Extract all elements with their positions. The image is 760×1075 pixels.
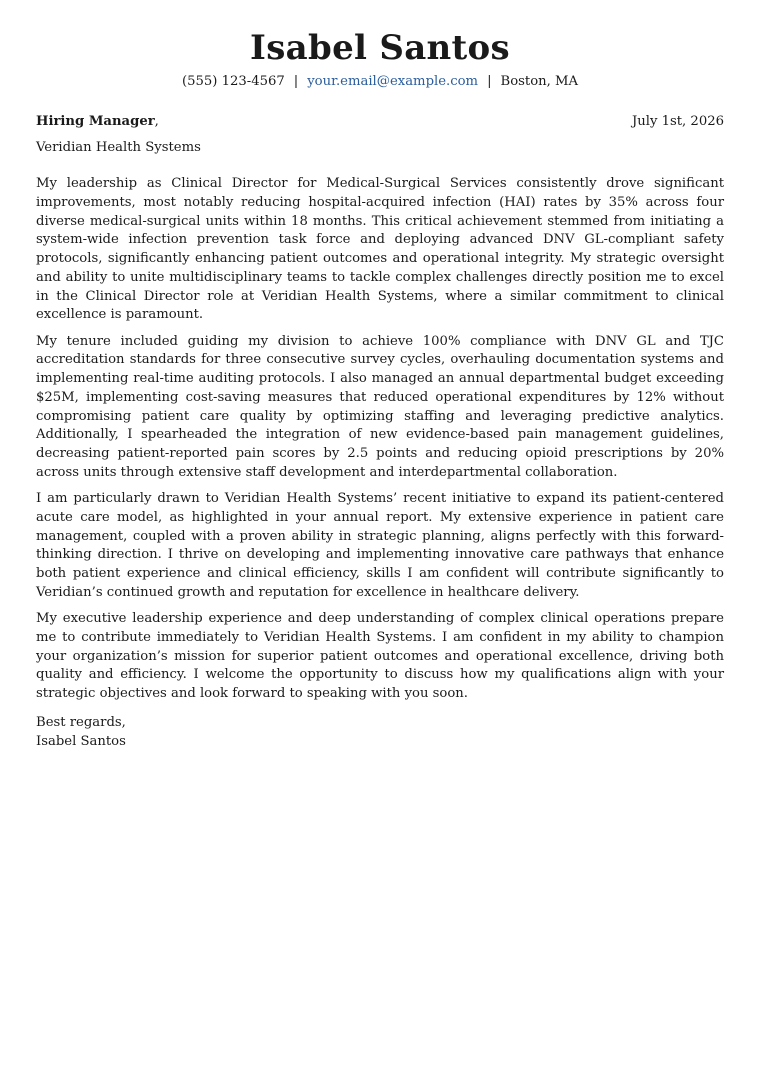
contact-separator: | xyxy=(487,74,492,89)
recipient-title xyxy=(36,112,159,132)
body-paragraph: My tenure included guiding my division to achieve 100% compliance with DNV GL and TJC accreditation standards for three consecutive survey cycles, overhauling documentation systems and implementing real-time auditing protocols. I also managed an annual departmental budget exceeding $25M, implementing cost-saving measures that reduced operational expenditures by 12% without compromising patient care quality by optimizing staffing and leveraging predictive analytics. Additionally, I spearheaded the integration of new evidence-based pain management guidelines, decreasing patient-reported pain scores by 2.5 points and reducing opioid prescriptions by 20% across units through extensive staff development and interdepartmental collaboration. xyxy=(36,333,724,480)
letter-date: July 1st, 2026 xyxy=(631,114,724,129)
location: Boston, MA xyxy=(500,74,579,89)
contact-separator: | xyxy=(293,74,299,89)
cover-letter xyxy=(36,26,724,751)
closing-salutation: Best regards, xyxy=(36,714,126,730)
applicant-name: Isabel Santos xyxy=(250,28,510,68)
closing-signature: Isabel Santos xyxy=(36,733,126,749)
body-paragraph: I am particularly drawn to Veridian Health Systems’ recent initiative to expand its patient-centered acute care model, as highlighted in your annual report. My extensive experience in patient care management, coupled with a proven ability in strategic planning, aligns perfectly with this forward-thinking direction. I thrive on developing and implementing innovative care pathways that enhance both patient experience and clinical efficiency, skills I am confident will contribute significantly to Veridian’s continued growth and reputation for excellence in healthcare delivery. xyxy=(36,491,724,600)
recipient-row xyxy=(36,112,724,132)
email-link[interactable]: your.email@example.com xyxy=(307,74,479,89)
letter-body xyxy=(36,175,724,704)
recipient-title-comma: , xyxy=(154,114,159,129)
recipient-title-text: Hiring Manager xyxy=(36,114,155,129)
body-paragraph: My executive leadership experience and deep understanding of complex clinical operations prepare me to contribute immediately to Veridian Health Systems. I am confident in my ability to champion your organization’s mission for superior patient outcomes and operational excellence, driving both quality and efficiency. I welcome the opportunity to discuss how my qualifications align with your strategic objectives and look forward to speaking with you soon. xyxy=(36,611,724,701)
letter-closing xyxy=(36,713,724,751)
phone-number: (555) 123-4567 xyxy=(181,74,285,89)
contact-line xyxy=(36,72,724,92)
recipient-company: Veridian Health Systems xyxy=(36,140,201,155)
body-paragraph: My leadership as Clinical Director for Medical-Surgical Services consistently drove significant improvements, most notably reducing hospital-acquired infection (HAI) rates by 35% across four diverse medical-surgical units within 18 months. This critical achievement stemmed from initiating a system-wide infection prevention task force and deploying advanced DNV GL-compliant safety protocols, significantly enhancing patient outcomes and operational integrity. My strategic oversight and ability to unite multidisciplinary teams to tackle complex challenges directly position me to excel in the Clinical Director role at Veridian Health Systems, where a similar commitment to clinical excellence is paramount. xyxy=(36,176,724,323)
